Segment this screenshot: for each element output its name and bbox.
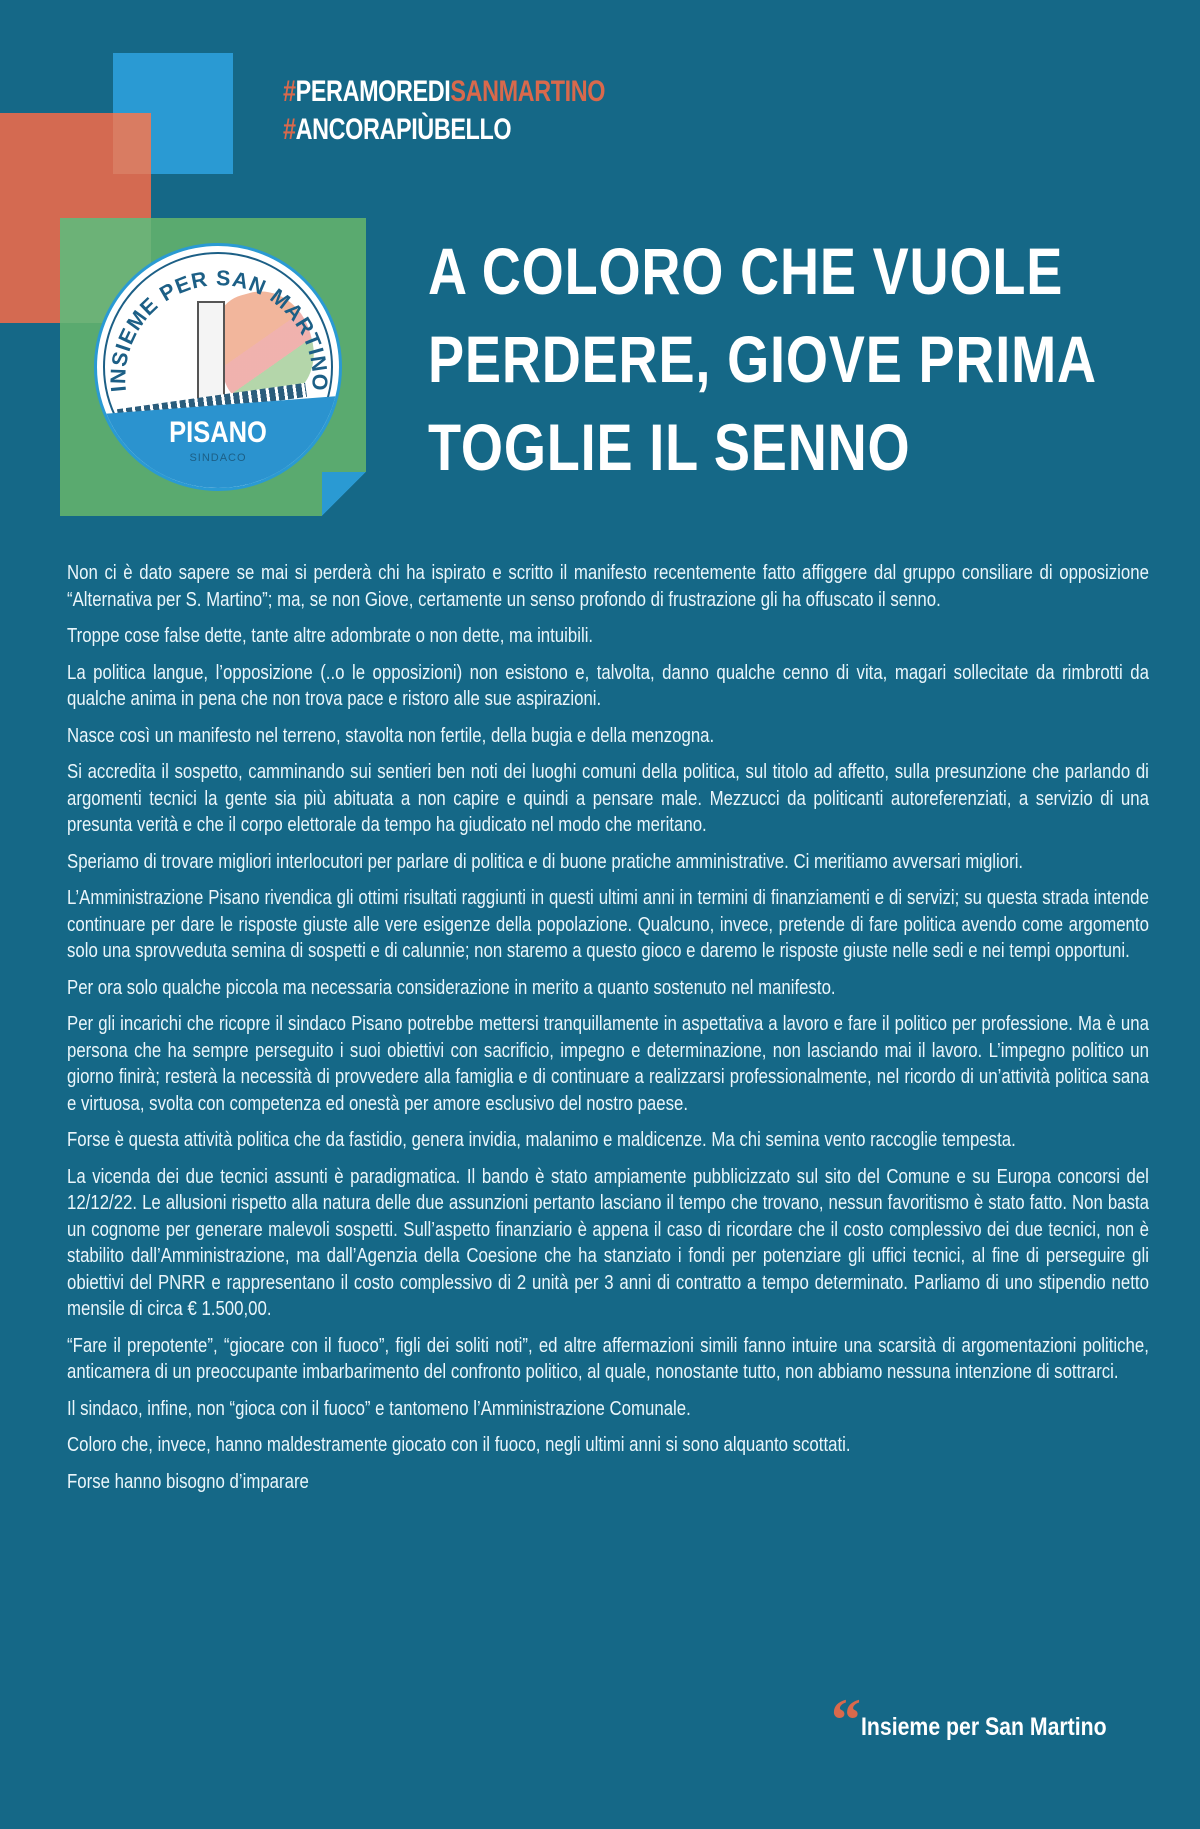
- article-body: [67, 560, 1149, 1505]
- paragraph: Per ora solo qualche piccola ma necessaria considerazione in merito a quanto sostenuto nel manifesto.: [67, 976, 836, 999]
- logo-role: SINDACO: [189, 452, 247, 464]
- hashtag-part-white: ANCORAPIÙBELLO: [295, 113, 512, 146]
- paragraph: Speriamo di trovare migliori interlocutori per parlare di politica e di buone pratiche amministrative. Ci meritiamo avversari migliori.: [67, 850, 1024, 873]
- paragraph: Nasce così un manifesto nel terreno, stavolta non fertile, della bugia e della menzogna.: [67, 724, 715, 747]
- paragraph: Per gli incarichi che ricopre il sindaco Pisano potrebbe mettersi tranquillamente in aspettativa a lavoro e fare il politico per professione. Ma è una persona che ha sempre perseguito i suoi obiettivi con sacrificio, impegno e determinazione, non lasciando mai il lavoro. L’impegno politico un giorno finirà; resterà la necessità di provvedere alla famiglia e di continuare a realizzarsi professionalmente, nel ricordo di un’attività politica sana e virtuosa, svolta con competenza ed onestà per amore esclusivo del nostro paese.: [67, 1013, 1149, 1115]
- party-logo: [94, 243, 342, 491]
- paragraph: Si accredita il sospetto, camminando sui sentieri ben noti dei luoghi comuni della politica, sul titolo ad affetto, sulla presunzione che parlando di argomenti tecnici la gente sia più abituata a non capire e quindi a pensare male. Mezzucci da politicanti autoreferenziati, a servizio di una presunta verità e che il corpo elettorale da tempo ha giudicato nel modo che meritano.: [67, 761, 1149, 836]
- hashtag-part-white: PERAMOREDI: [295, 75, 451, 108]
- paragraph: L’Amministrazione Pisano rivendica gli ottimi risultati raggiunti in questi ultimi anni in termini di finanziamenti e di servizi; su questa strada intende continuare per dare le risposte giuste alle vere esigenze della popolazione. Qualcuno, invece, pretende di fare politica avendo come argomento solo una sprovveduta semina di sospetti e di calunnie; non staremo a questo gioco e daremo le risposte giuste nelle sedi e nei tempi opportuni.: [67, 887, 1149, 962]
- paragraph: Forse hanno bisogno d’imparare: [67, 1470, 309, 1493]
- paragraph: La politica langue, l’opposizione (..o le opposizioni) non esistono e, talvolta, danno qualche cenno di vita, magari sollecitate da rimbrotti da qualche anima in pena che non trova pace e ristoro alle sue aspirazioni.: [67, 661, 1149, 710]
- paragraph: Forse è questa attività politica che da fastidio, genera invidia, malanimo e maldicenze. Ma chi semina vento raccoglie tempesta.: [67, 1129, 1016, 1151]
- hashtags: [283, 73, 605, 149]
- paragraph: “Fare il prepotente”, “giocare con il fuoco”, figli dei soliti noti”, ed altre affermazioni simili fanno intuire una scarsità di argomentazioni politiche, anticamera di un preoccupante imbarbarimento del confronto politico, al quale, nonostante tutto, non abbiamo nessuna intenzione di sottrarci.: [67, 1334, 1149, 1383]
- hashtag-line-1: [283, 73, 605, 111]
- signature: [831, 1687, 1150, 1753]
- quote-mark-icon: “: [831, 1687, 862, 1753]
- paragraph: Coloro che, invece, hanno maldestramente giocato con il fuoco, negli ultimi anni si sono alquanto scottati.: [67, 1434, 851, 1456]
- hash-symbol: #: [283, 75, 296, 108]
- title-line-3: TOGLIE IL SENNO: [428, 410, 911, 484]
- logo-name: PISANO: [169, 416, 267, 449]
- page-title: [428, 227, 1097, 491]
- paragraph: Non ci è dato sapere se mai si perderà chi ha ispirato e scritto il manifesto recentemente fatto affiggere dal gruppo consiliare di opposizione “Alternativa per S. Martino”; ma, se non Giove, certamente un senso profondo di frustrazione gli ha offuscato il senno.: [67, 562, 1149, 611]
- decorative-overlap-square: [113, 113, 151, 174]
- signature-text: Insieme per San Martino: [861, 1713, 1107, 1741]
- hash-symbol: #: [283, 113, 296, 146]
- svg-text:INSIEME PER SAN MARTINO: INSIEME PER SAN MARTINO: [106, 265, 332, 393]
- title-line-2: PERDERE, GIOVE PRIMA: [428, 322, 1097, 396]
- title-line-1: A COLORO CHE VUOLE: [428, 234, 1064, 308]
- hashtag-part-orange: SANMARTINO: [450, 75, 606, 108]
- paragraph: Il sindaco, infine, non “gioca con il fuoco” e tantomeno l’Amministrazione Comunale.: [67, 1397, 691, 1420]
- paragraph: La vicenda dei due tecnici assunti è paradigmatica. Il bando è stato ampiamente pubblicizzato sul sito del Comune e su Europa concorsi del 12/12/22. Le allusioni rispetto alla natura delle due assunzioni pertanto lasciano il tempo che trovano, nessun favoritismo è stato fatto. Non basta un cognome per generare malevoli sospetti. Sull’aspetto finanziario è appena il caso di ricordare che il costo complessivo dei due tecnici, non è stabilito dall’Amministrazione, ma dall’Agenzia della Coesione che ha stanziato i fondi per potenziare gli uffici tecnici, al fine di perseguire gli obiettivi del PNRR e rappresentano il costo complessivo di 2 unità per 3 anni di contratto a tempo determinato. Parliamo di uno stipendio netto mensile di circa € 1.500,00.: [67, 1165, 1149, 1320]
- hashtag-line-2: [283, 111, 605, 149]
- paragraph: Troppe cose false dette, tante altre adombrate o non dette, ma intuibili.: [67, 625, 594, 647]
